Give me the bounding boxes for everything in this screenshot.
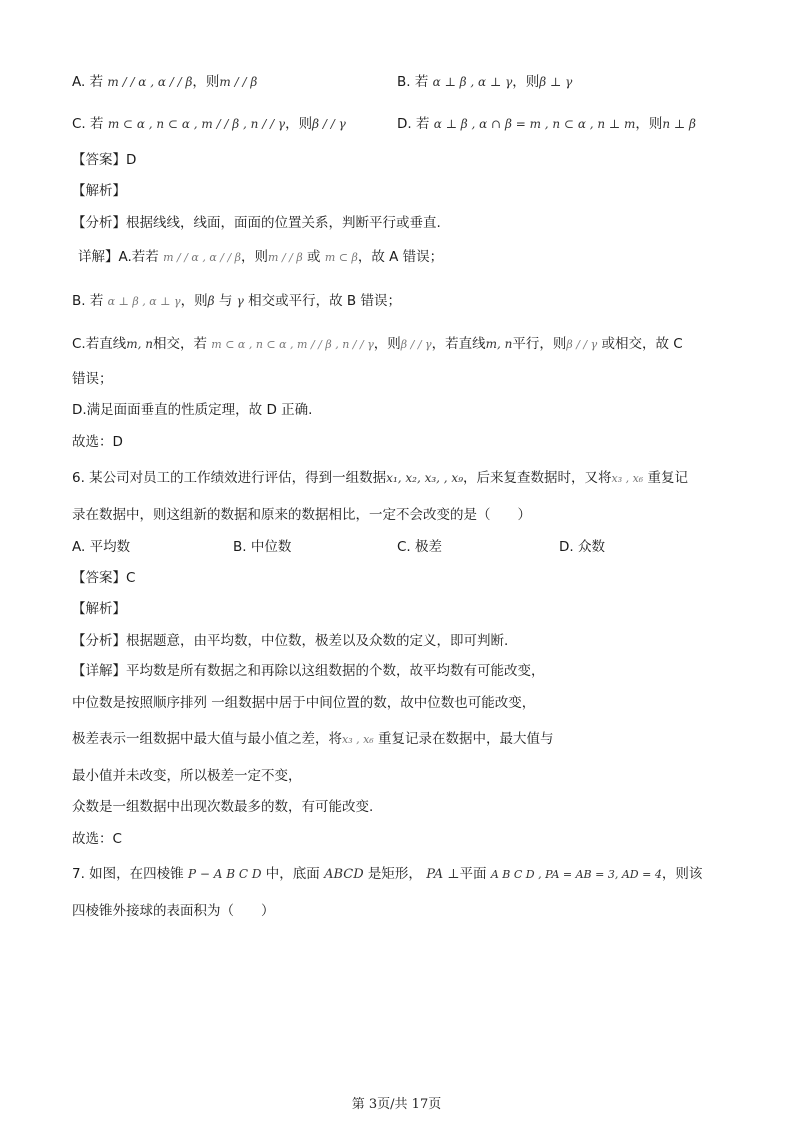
option-letter: A. (72, 74, 86, 90)
detail-math: γ (236, 294, 244, 308)
detail-text: 相交，若 (152, 336, 207, 352)
detail-text: ，则 (373, 336, 401, 352)
option-text: ，则 (635, 116, 663, 132)
detail-text: ，则 (241, 249, 269, 265)
option-text: ，则 (192, 74, 220, 90)
q5-fenxi: 【分析】根据线线，线面，面面的位置关系，判断平行或垂直. (72, 215, 441, 231)
detail-math: α ⊥ β , α ⊥ γ (107, 295, 181, 308)
range-text: 重复记录在数据中，最大值与 (378, 731, 554, 747)
option-math: α ⊥ β , α ⊥ γ (432, 75, 513, 89)
option-math: m / / β (219, 75, 258, 89)
q6-stem-line2: 录在数据中，则这组新的数据和原来的数据相比，一定不会改变的是（ ） (72, 507, 531, 523)
stem-math: x₃ , x₆ (611, 472, 644, 485)
option-text: 若 (415, 116, 430, 132)
stem-text: 重复记 (647, 470, 689, 486)
detail-text: ，则 (180, 293, 208, 309)
q7-stem-line2: 四棱锥外接球的表面积为（ ） (72, 903, 275, 919)
option-text: 若 (89, 74, 104, 90)
option-text: 若 (414, 74, 429, 90)
detail-text: 或 (307, 249, 321, 265)
stem-text: 6. 某公司对员工的工作绩效进行评估，得到一组数据 (72, 470, 387, 486)
detail-math: β (207, 294, 215, 308)
q5-detail-d: D.满足面面垂直的性质定理，故 D 正确. (72, 402, 313, 418)
stem-math: ABCD (324, 867, 364, 882)
detail-text: C.若直线 (72, 336, 127, 352)
q5-option-d (397, 114, 696, 134)
option-math: β ⊥ γ (539, 75, 573, 89)
q5-detail-b (72, 291, 401, 312)
option-letter: C. (72, 116, 86, 132)
detail-text: 或相交，故 C (601, 336, 683, 352)
q6-choose: 故选：C (72, 831, 122, 847)
detail-math: m / / α , α / / β (163, 251, 242, 264)
detail-math: m / / β (268, 251, 303, 264)
detail-math: m ⊂ β (324, 251, 358, 264)
q6-mode: 众数是一组数据中出现次数最多的数，有可能改变. (72, 799, 374, 815)
detail-text: 与 (218, 293, 233, 309)
q5-detail-c (72, 334, 683, 355)
q6-answer: 【答案】C (72, 570, 136, 586)
stem-text: 中，底面 (265, 866, 320, 882)
detail-text: 详解】A.若若 (78, 249, 159, 265)
stem-math: PA ⊥ (426, 867, 460, 882)
q5-analysis-heading: 【解析】 (72, 183, 126, 199)
q6-fenxi: 【分析】根据题意，由平均数，中位数，极差以及众数的定义，即可判断. (72, 633, 509, 649)
option-math: n ⊥ β (662, 117, 696, 131)
stem-text: 是矩形， (367, 866, 422, 882)
option-letter: B. (397, 74, 411, 90)
option-math: α ⊥ β , α ∩ β = m , n ⊂ α , n ⊥ m (433, 117, 636, 131)
page-footer: 第 3页/共 17页 (351, 1097, 442, 1112)
q6-stem-line1 (72, 468, 688, 489)
detail-math: m, n (485, 337, 513, 351)
stem-text: ，则该 (661, 866, 703, 882)
q5-choose: 故选：D (72, 434, 123, 450)
detail-text: B. 若 (72, 293, 104, 309)
detail-text: 相交或平行，故 B 错误； (248, 293, 401, 309)
option-math: m / / α , α / / β (107, 75, 193, 89)
range-text: 极差表示一组数据中最大值与最小值之差，将 (72, 731, 342, 747)
detail-math: m ⊂ α , n ⊂ α , m / / β , n / / γ (211, 338, 374, 351)
q6-option-d: D. 众数 (559, 539, 605, 555)
stem-math: x₁, x₂, x₃, , x₉ (386, 471, 463, 485)
q6-option-c: C. 极差 (397, 539, 443, 555)
q5-option-b (397, 72, 572, 92)
range-math: x₃ , x₆ (342, 733, 374, 746)
stem-text: ，后来复查数据时，又将 (463, 470, 612, 486)
detail-text: ，若直线 (431, 336, 486, 352)
q6-xiangjie: 【详解】平均数是所有数据之和再除以这组数据的个数，故平均数有可能改变， (72, 663, 545, 679)
q5-option-a (72, 72, 257, 92)
stem-text: 7. 如图，在四棱锥 (72, 866, 184, 882)
option-math: m ⊂ α , n ⊂ α , m / / β , n / / γ (107, 117, 286, 131)
q6-range-line1 (72, 729, 554, 750)
option-text: 若 (90, 116, 104, 132)
stem-text: 平面 (459, 866, 487, 882)
option-math: β / / γ (312, 117, 346, 131)
q6-analysis-heading: 【解析】 (72, 601, 126, 617)
q6-option-a: A. 平均数 (72, 539, 131, 555)
q7-stem-line1 (72, 864, 702, 885)
q6-option-b: B. 中位数 (233, 539, 292, 555)
detail-math: β / / γ (400, 338, 432, 351)
stem-math: A B C D , PA = AB = 3, AD = 4 (490, 868, 662, 881)
q5-detail-c-line2: 错误； (72, 371, 113, 387)
q6-median: 中位数是按照顺序排列 一组数据中居于中间位置的数，故中位数也可能改变， (72, 695, 536, 711)
option-text: ，则 (512, 74, 540, 90)
detail-math: β / / γ (566, 338, 598, 351)
detail-math: m, n (126, 337, 153, 351)
q5-detail-a (78, 247, 443, 268)
q5-answer: 【答案】D (72, 152, 137, 168)
stem-math: P − A B C D (187, 867, 262, 881)
q5-option-c (72, 114, 346, 134)
detail-text: ，故 A 错误； (357, 249, 444, 265)
q6-range-line2: 最小值并未改变，所以极差一定不变， (72, 768, 302, 784)
option-letter: D. (397, 116, 412, 132)
option-text: ，则 (285, 116, 313, 132)
detail-text: 平行，则 (512, 336, 567, 352)
